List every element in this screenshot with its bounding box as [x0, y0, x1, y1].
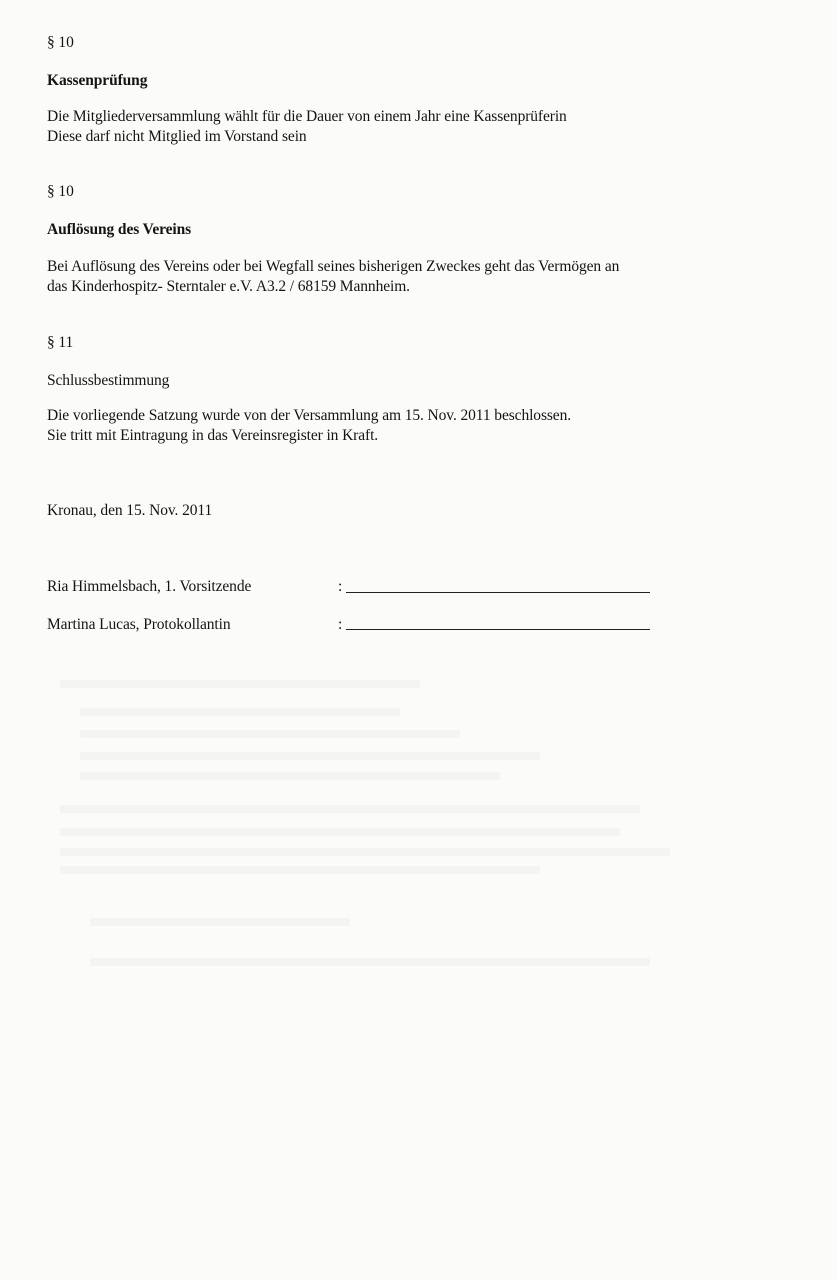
bleed-through-mark [60, 680, 420, 688]
paragraph-line: Die Mitgliederversammlung wählt für die Dauer von einem Jahr eine Kassenprüferin [47, 108, 567, 125]
section-number: § 10 [47, 34, 74, 51]
section-heading: Auflösung des Vereins [47, 221, 192, 238]
paragraph-line: das Kinderhospitz- Sterntaler e.V. A3.2 / 68159 Mannheim. [47, 278, 410, 295]
paragraph-line: Diese darf nicht Mitglied im Vorstand sein [47, 128, 307, 145]
section-number: § 10 [47, 183, 74, 200]
bleed-through-mark [90, 918, 350, 926]
signature-colon: : [338, 578, 343, 595]
bleed-through-mark [80, 708, 400, 716]
bleed-through-mark [60, 828, 620, 836]
signature-line [346, 592, 650, 593]
bleed-through-mark [80, 752, 540, 760]
bleed-through-mark [60, 805, 640, 813]
bleed-through-mark [60, 848, 670, 856]
signatory-name: Martina Lucas, Protokollantin [47, 616, 231, 633]
paragraph-line: Sie tritt mit Eintragung in das Vereinsregister in Kraft. [47, 427, 379, 444]
paragraph-line: Bei Auflösung des Vereins oder bei Wegfall seines bisherigen Zweckes geht das Vermögen an [47, 258, 620, 275]
paragraph-line: Die vorliegende Satzung wurde von der Versammlung am 15. Nov. 2011 beschlossen. [47, 407, 572, 424]
section-heading: Kassenprüfung [47, 72, 148, 89]
place-date: Kronau, den 15. Nov. 2011 [47, 502, 213, 519]
signature-line [346, 629, 650, 630]
bleed-through-mark [80, 772, 500, 780]
signatory-name: Ria Himmelsbach, 1. Vorsitzende [47, 578, 252, 595]
bleed-through-mark [60, 866, 540, 874]
bleed-through-mark [90, 958, 650, 966]
bleed-through-mark [80, 730, 460, 738]
section-heading: Schlussbestimmung [47, 372, 170, 389]
signature-colon: : [338, 616, 343, 633]
section-number: § 11 [47, 334, 74, 351]
